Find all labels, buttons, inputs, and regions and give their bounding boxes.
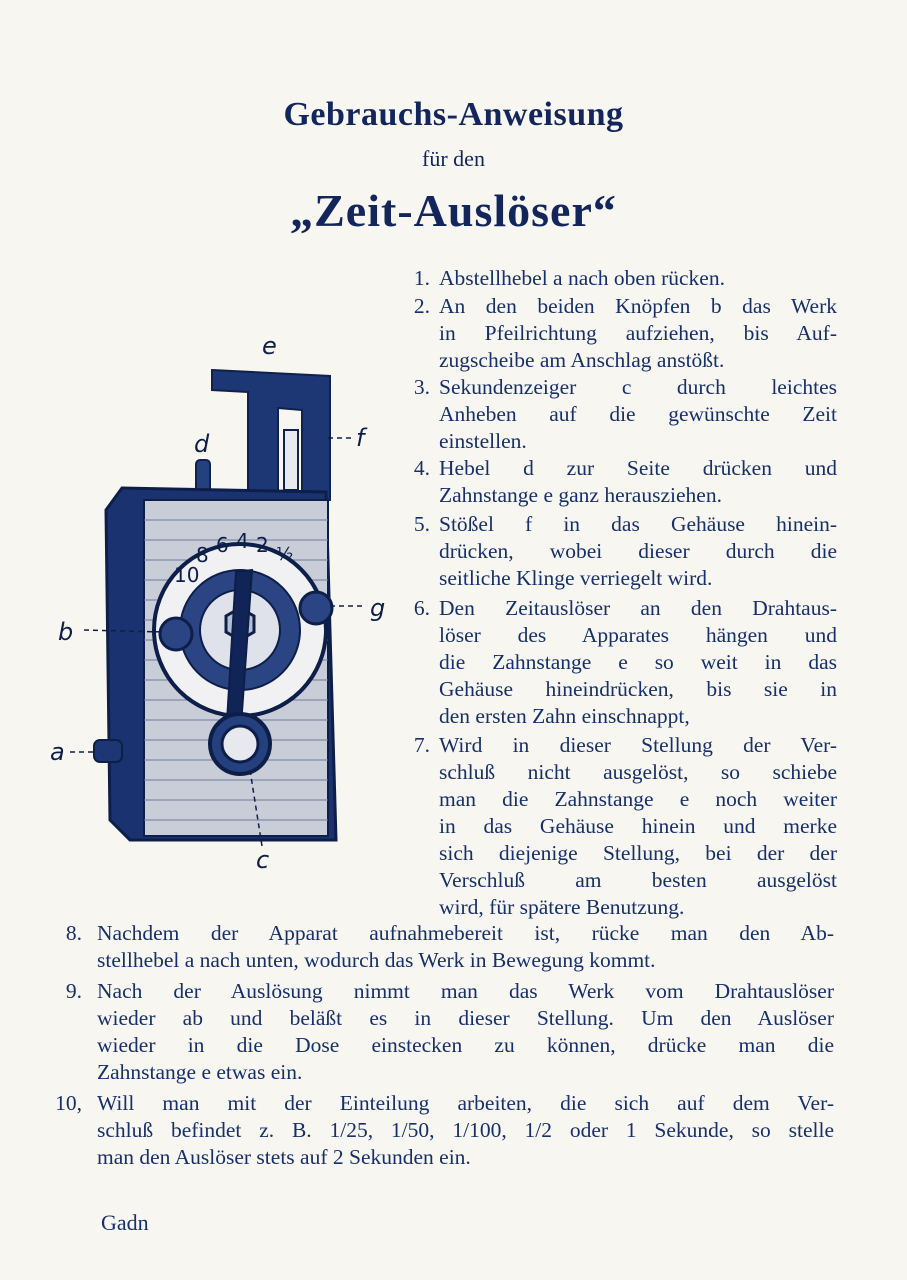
step-number: 1. (413, 266, 430, 290)
step-number: 7. (413, 733, 430, 757)
label-d: d (194, 430, 210, 458)
step-line: man die Zahnstange e noch weiter (439, 787, 837, 811)
step-line: einstellen. (439, 429, 527, 453)
label-f: f (356, 424, 365, 452)
step-line: Zahnstange e ganz herausziehen. (439, 483, 722, 507)
step-line: man den Auslöser stets auf 2 Sekunden ein. (97, 1145, 471, 1169)
step-line: drücken, wobei dieser durch die (439, 539, 837, 563)
step-line: wieder ab und beläßt es in dieser Stellung. Um den Auslöser (97, 1006, 834, 1030)
step-line: Den Zeitauslöser an den Drahtaus- (439, 596, 837, 620)
plunger-f (212, 370, 330, 502)
step-line: stellhebel a nach unten, wodurch das Werk in Bewegung kommt. (97, 948, 656, 972)
step-number: 3. (413, 375, 430, 399)
step-line: Zahnstange e etwas ein. (97, 1060, 303, 1084)
dial-number: 4 (236, 529, 249, 553)
step-number: 6. (413, 596, 430, 620)
step-line: An den beiden Knöpfen b das Werk (439, 294, 837, 318)
step-line: Nach der Auslösung nimmt man das Werk vom Drahtauslöser (97, 979, 834, 1003)
page-title: Gebrauchs-Anweisung (283, 96, 624, 133)
step-line: schluß nicht ausgelöst, so schiebe (439, 760, 837, 784)
step-line: die Zahnstange e so weit in das (439, 650, 837, 674)
dial-number: 10 (174, 563, 200, 587)
dial-number: 6 (216, 533, 229, 557)
page-subtitle: für den (422, 146, 485, 171)
step-line: seitliche Klinge verriegelt wird. (439, 566, 713, 590)
device-illustration (40, 320, 410, 880)
step-number: 5. (413, 512, 430, 536)
label-a: a (50, 738, 65, 766)
step-number: 8. (65, 921, 82, 945)
step-line: schluß befindet z. B. 1/25, 1/50, 1/100, 1/2 oder 1 Sekunde, so stelle (97, 1118, 834, 1142)
step-line: den ersten Zahn einschnappt, (439, 704, 690, 728)
label-g: g (370, 594, 386, 622)
knob-g (300, 592, 332, 624)
step-number: 10, (55, 1091, 82, 1115)
step-line: Wird in dieser Stellung der Ver- (439, 733, 837, 757)
label-b: b (58, 618, 74, 646)
step-line: Anheben auf die gewünschte Zeit (439, 402, 837, 426)
product-name: „Zeit-Auslöser“ (290, 185, 617, 236)
step-line: Hebel d zur Seite drücken und (439, 456, 837, 480)
step-line: Nachdem der Apparat aufnahmebereit ist, rücke man den Ab- (97, 921, 834, 945)
step-line: in Pfeilrichtung aufziehen, bis Auf- (439, 321, 837, 345)
printer-mark: Gadn (101, 1210, 149, 1235)
label-e: e (262, 332, 277, 360)
step-line: löser des Apparates hängen und (439, 623, 837, 647)
step-line: in das Gehäuse hinein und merke (439, 814, 837, 838)
step-line: Verschluß am besten ausgelöst (439, 868, 837, 892)
dial-number: 2 (256, 533, 269, 557)
step-number: 9. (65, 979, 82, 1003)
dial-number: ½ (276, 544, 294, 565)
step-line: wird, für spätere Benutzung. (439, 895, 685, 919)
step-line: sich diejenige Stellung, bei der der (439, 841, 837, 865)
step-line: Gehäuse hineindrücken, bis sie in (439, 677, 837, 701)
step-number: 4. (413, 456, 430, 480)
step-line: zugscheibe am Anschlag anstößt. (439, 348, 725, 372)
step-line: wieder in die Dose einstecken zu können, drücke man die (97, 1033, 834, 1057)
step-line: Sekundenzeiger c durch leichtes (439, 375, 837, 399)
step-line: Abstellhebel a nach oben rücken. (439, 266, 725, 290)
label-c: c (256, 846, 270, 874)
lever-a (94, 740, 122, 762)
knob-b (160, 618, 192, 650)
step-number: 2. (413, 294, 430, 318)
dial-number: 8 (196, 543, 209, 567)
step-line: Stößel f in das Gehäuse hinein- (439, 512, 837, 536)
step-line: Will man mit der Einteilung arbeiten, die sich auf dem Ver- (97, 1091, 834, 1115)
